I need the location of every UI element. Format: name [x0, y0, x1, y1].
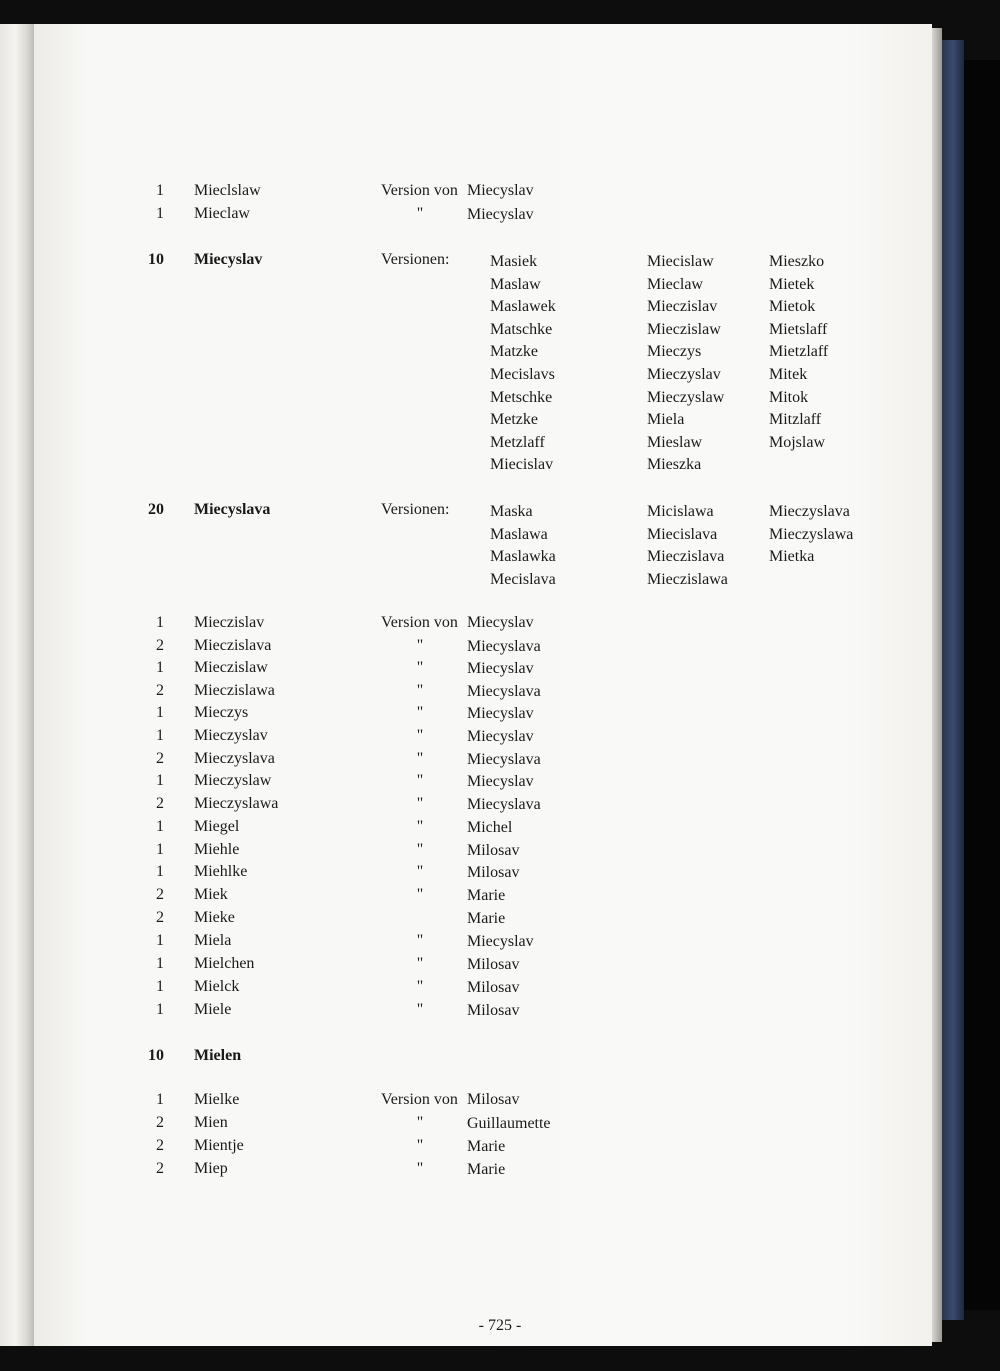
entry-name: Miep — [194, 1160, 228, 1177]
version-reference: Guillaumette — [467, 1115, 551, 1132]
entry-frequency: 10 — [148, 251, 164, 268]
version-reference: Miecyslava — [467, 638, 541, 655]
variant-name: Mietslaff — [769, 320, 828, 338]
entry-name: Mieczislav — [194, 614, 265, 631]
variant-name: Mietka — [769, 548, 815, 566]
ditto-mark: " — [416, 637, 424, 654]
variant-name: Masiek — [490, 253, 538, 270]
ditto-mark: " — [416, 1160, 424, 1177]
variant-name: Metzke — [490, 411, 538, 429]
entry-name: Mieclslaw — [194, 182, 261, 199]
entry-name: Mieczyslav — [194, 727, 268, 744]
variant-name: Metschke — [490, 388, 553, 406]
variant-name: Mieczyslaw — [647, 388, 725, 406]
variant-name: Mitok — [769, 388, 809, 406]
version-reference: Miecyslava — [467, 796, 541, 813]
variant-name: Mieczyslawa — [769, 525, 854, 543]
entry-name: Mieczyslawa — [194, 795, 279, 812]
variant-name: Mieszko — [769, 253, 825, 270]
left-page-edge — [0, 24, 34, 1346]
background-strip — [964, 60, 1000, 1310]
variant-name: Mieslaw — [647, 433, 703, 451]
entry-frequency: 1 — [156, 182, 164, 199]
entry-name: Miecyslava — [194, 501, 271, 518]
variant-name: Maslawka — [490, 548, 556, 566]
version-label: Version von — [381, 614, 458, 631]
entry-name: Miehlke — [194, 863, 248, 880]
entry-frequency: 1 — [156, 863, 164, 880]
book-cover-edge — [942, 40, 964, 1320]
entry-name: Mieczislava — [194, 637, 272, 654]
version-reference: Milosav — [467, 956, 520, 973]
versions-label: Versionen: — [381, 251, 450, 268]
ditto-mark: " — [416, 1001, 424, 1018]
variant-name: Maslawek — [490, 298, 556, 316]
ditto-mark: " — [416, 205, 424, 222]
entry-frequency: 2 — [156, 682, 164, 699]
variant-name: Mieczislawa — [647, 570, 728, 588]
variant-name: Matzke — [490, 343, 538, 361]
entry-frequency: 2 — [156, 637, 164, 654]
entry-name: Mieczyslaw — [194, 772, 272, 789]
version-reference: Miecyslav — [467, 660, 534, 677]
variant-name: Matschke — [490, 320, 553, 338]
entry-name: Mielchen — [194, 955, 255, 972]
ditto-mark: " — [416, 682, 424, 699]
entry-frequency: 2 — [156, 795, 164, 812]
ditto-mark: " — [416, 863, 424, 880]
variant-name: Mecislava — [490, 570, 556, 588]
ditto-mark: " — [416, 818, 424, 835]
variant-name: Mieczys — [647, 343, 702, 361]
entry-name: Mieke — [194, 909, 235, 926]
ditto-mark: " — [416, 659, 424, 676]
entry-frequency: 2 — [156, 1114, 164, 1131]
ditto-mark: " — [416, 955, 424, 972]
entry-name: Mieczislaw — [194, 659, 268, 676]
ditto-mark: " — [416, 886, 424, 903]
entry-name: Mien — [194, 1114, 228, 1131]
entry-frequency: 1 — [156, 205, 164, 222]
ditto-mark: " — [416, 772, 424, 789]
entry-name: Mieczislawa — [194, 682, 275, 699]
variant-name: Mieczyslava — [769, 503, 850, 520]
version-reference: Milosav — [467, 842, 520, 859]
ditto-mark: " — [416, 932, 424, 949]
version-reference: Miecyslav — [467, 206, 534, 223]
entry-name: Mielke — [194, 1091, 240, 1108]
entry-frequency: 1 — [156, 659, 164, 676]
version-reference: Miecyslav — [467, 182, 534, 199]
entry-frequency: 1 — [156, 818, 164, 835]
variant-name: Metzlaff — [490, 433, 545, 451]
versions-label: Versionen: — [381, 501, 450, 518]
version-reference: Michel — [467, 819, 513, 836]
version-reference: Milosav — [467, 1002, 520, 1019]
version-reference: Marie — [467, 1138, 506, 1155]
entry-frequency: 1 — [156, 932, 164, 949]
version-reference: Miecyslav — [467, 933, 534, 950]
entry-name: Miele — [194, 1001, 232, 1018]
variant-name: Miecislav — [490, 456, 554, 474]
ditto-mark: " — [416, 795, 424, 812]
entry-frequency: 10 — [148, 1047, 164, 1064]
variant-name: Mieclaw — [647, 275, 703, 293]
version-reference: Miecyslava — [467, 683, 541, 700]
entry-frequency: 2 — [156, 1160, 164, 1177]
variant-name: Miecislava — [647, 525, 718, 543]
variant-name: Maslaw — [490, 275, 541, 293]
variant-name: Mieszka — [647, 456, 702, 474]
page-stack-edge — [932, 28, 942, 1342]
entry-frequency: 1 — [156, 1001, 164, 1018]
variant-name: Maslawa — [490, 525, 548, 543]
variant-name: Mieczislava — [647, 548, 725, 566]
version-label: Version von — [381, 1091, 458, 1108]
entry-name: Mieclaw — [194, 205, 250, 222]
page-number: - 725 - — [478, 1317, 522, 1334]
ditto-mark: " — [416, 1137, 424, 1154]
entry-frequency: 20 — [148, 501, 164, 518]
entry-name: Mieczyslava — [194, 750, 275, 767]
version-reference: Marie — [467, 1161, 506, 1178]
version-reference: Miecyslav — [467, 773, 534, 790]
ditto-mark: " — [416, 750, 424, 767]
variant-name: Maska — [490, 503, 533, 520]
entry-frequency: 2 — [156, 750, 164, 767]
entry-name: Miecyslav — [194, 251, 263, 268]
entry-name: Miehle — [194, 841, 240, 858]
entry-frequency: 2 — [156, 886, 164, 903]
entry-frequency: 1 — [156, 772, 164, 789]
entry-frequency: 1 — [156, 955, 164, 972]
variant-name: Mitzlaff — [769, 411, 822, 429]
version-reference: Milosav — [467, 864, 520, 881]
ditto-mark: " — [416, 978, 424, 995]
entry-name: Mielck — [194, 978, 240, 995]
entry-name: Miela — [194, 932, 232, 949]
entry-name: Mientje — [194, 1137, 244, 1154]
variant-name: Mieczislav — [647, 298, 718, 316]
variant-name: Mieczislaw — [647, 320, 721, 338]
version-reference: Milosav — [467, 1091, 520, 1108]
variant-name: Mietek — [769, 275, 815, 293]
variant-name: Micislawa — [647, 503, 714, 520]
variant-name: Mietok — [769, 298, 816, 316]
variant-name: Mecislavs — [490, 366, 555, 383]
version-reference: Marie — [467, 887, 506, 904]
ditto-mark: " — [416, 704, 424, 721]
entry-name: Mieczys — [194, 704, 249, 721]
entry-name: Miegel — [194, 818, 240, 835]
entry-name: Mielen — [194, 1047, 242, 1064]
entry-frequency: 1 — [156, 704, 164, 721]
entry-frequency: 1 — [156, 727, 164, 744]
entry-frequency: 1 — [156, 1091, 164, 1108]
variant-name: Mitek — [769, 366, 808, 383]
version-reference: Miecyslav — [467, 705, 534, 722]
variant-name: Miecislaw — [647, 253, 714, 270]
variant-name: Miela — [647, 411, 685, 429]
version-reference: Miecyslav — [467, 728, 534, 745]
entry-frequency: 2 — [156, 1137, 164, 1154]
variant-name: Mieczyslav — [647, 366, 721, 383]
version-reference: Miecyslava — [467, 751, 541, 768]
version-reference: Milosav — [467, 979, 520, 996]
ditto-mark: " — [416, 841, 424, 858]
ditto-mark: " — [416, 1114, 424, 1131]
entry-name: Miek — [194, 886, 228, 903]
variant-name: Mietzlaff — [769, 343, 829, 361]
entry-frequency: 1 — [156, 841, 164, 858]
version-reference: Miecyslav — [467, 614, 534, 631]
version-reference: Marie — [467, 910, 506, 927]
entry-frequency: 2 — [156, 909, 164, 926]
entry-frequency: 1 — [156, 978, 164, 995]
entry-frequency: 1 — [156, 614, 164, 631]
ditto-mark: " — [416, 727, 424, 744]
variant-name: Mojslaw — [769, 433, 825, 451]
version-label: Version von — [381, 182, 458, 199]
